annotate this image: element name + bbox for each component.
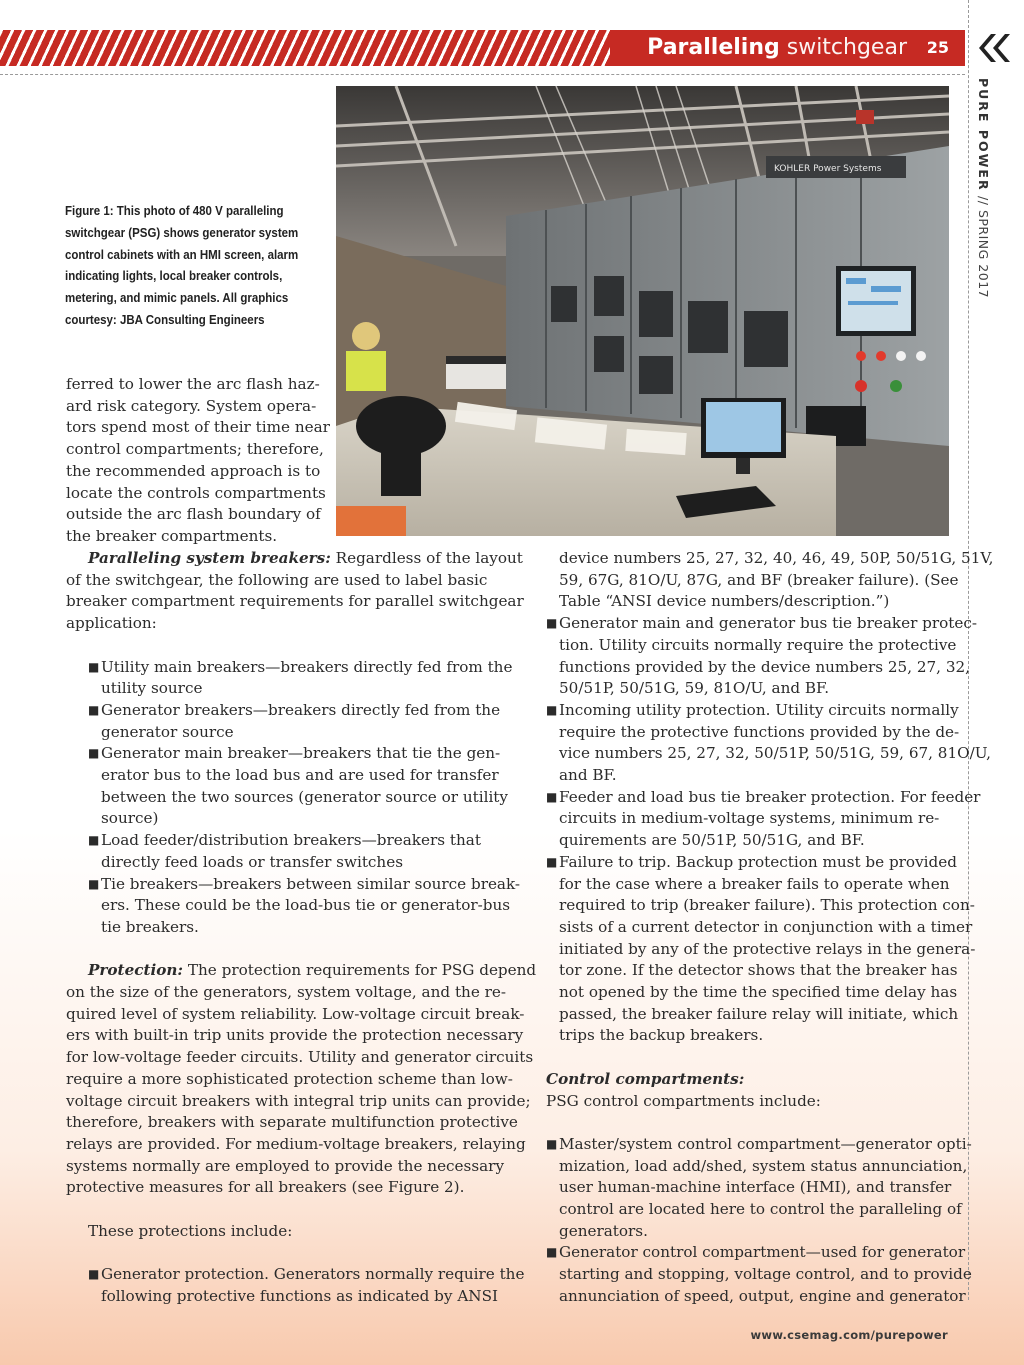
- text-line: ferred to lower the arc flash haz-: [66, 375, 320, 393]
- list-item: [546, 1242, 972, 1307]
- section-title-bold: Paralleling: [647, 35, 780, 60]
- section-title-light: switchgear: [786, 35, 907, 60]
- text-line: trips the backup breakers.: [559, 1026, 764, 1045]
- text-line: between the two sources (generator source or utility: [101, 787, 508, 806]
- breaker-bullet-list: [66, 657, 521, 939]
- magazine-side-label: [976, 78, 991, 298]
- square-bullet-icon: ■: [88, 659, 100, 674]
- page-number: 25: [926, 38, 949, 57]
- text-line: 50/51P, 50/51G, 59, 81O/U, and BF.: [559, 679, 830, 698]
- text-line: for the case where a breaker fails to operate when: [559, 874, 950, 893]
- list-item: [88, 657, 513, 700]
- text-line: Generator main and generator bus tie breaker protec-: [559, 614, 978, 633]
- text-line: for low-voltage feeder circuits. Utility and generator circuits: [66, 1048, 534, 1067]
- text-line: tie breakers.: [101, 917, 199, 936]
- list-item: [546, 700, 991, 787]
- spacer: [546, 1047, 956, 1069]
- text-line: quirements are 50/51P, 50/51G, and BF.: [559, 831, 865, 850]
- bullet-continuation: [546, 548, 994, 613]
- text-line: generator source: [101, 722, 234, 741]
- text-line: These protections include:: [88, 1221, 293, 1240]
- list-item: [546, 787, 981, 852]
- text-line: Generator control compartment—used for generator: [559, 1243, 966, 1262]
- text-line: tors spend most of their time near: [66, 418, 330, 437]
- text-line: breaker compartment requirements for parallel switchgear: [66, 592, 524, 611]
- caption-line: indicating lights, local breaker controls,: [65, 269, 283, 284]
- text-line: source): [101, 809, 159, 828]
- text-line: Master/system control compartment—generator opti-: [559, 1134, 972, 1153]
- text-run: Regardless of the layout: [330, 549, 523, 567]
- text-line: starting and stopping, voltage control, and to provide: [559, 1265, 972, 1284]
- list-item: [88, 1264, 525, 1307]
- text-line: Generator protection. Generators normally require the: [101, 1265, 525, 1284]
- text-line: require a more sophisticated protection scheme than low-: [66, 1069, 513, 1088]
- text-line: outside the arc flash boundary of: [66, 505, 321, 524]
- text-line: locate the controls compartments: [66, 483, 326, 502]
- text-line: tor zone. If the detector shows that the breaker has: [559, 961, 958, 980]
- text-line: initiated by any of the protective relays in the genera-: [559, 939, 976, 958]
- text-line: systems normally are employed to provide the necessary: [66, 1156, 505, 1175]
- square-bullet-icon: ■: [546, 789, 558, 804]
- control-compartments-heading: Control compartments:: [546, 1069, 745, 1088]
- text-line: and BF.: [559, 766, 617, 785]
- text-line: functions provided by the device numbers 25, 27, 32,: [559, 657, 970, 676]
- header-hatch-pattern: [0, 30, 610, 66]
- footer-website-link[interactable]: www.csemag.com/purepower: [750, 1328, 948, 1342]
- square-bullet-icon: ■: [88, 833, 100, 848]
- text-line: ers. These could be the load-bus tie or generator-bus: [101, 896, 511, 915]
- square-bullet-icon: ■: [546, 1136, 558, 1151]
- paralleling-breakers-heading: Paralleling system breakers:: [88, 549, 331, 567]
- square-bullet-icon: ■: [546, 702, 558, 717]
- text-line: circuits in medium-voltage systems, minimum re-: [559, 809, 940, 828]
- section-title: [647, 33, 907, 63]
- spacer: [66, 1199, 494, 1221]
- text-line: erator bus to the load bus and are used for transfer: [101, 766, 499, 785]
- text-line: 59, 67G, 81O/U, 87G, and BF (breaker failure). (See: [559, 570, 959, 589]
- spacer: [546, 1112, 956, 1134]
- text-line: directly feed loads or transfer switches: [101, 852, 403, 871]
- list-item: [88, 743, 508, 830]
- text-line: following protective functions as indicated by ANSI: [101, 1286, 498, 1305]
- control-compartments-list: [546, 1134, 972, 1308]
- switchgear-photo: [336, 86, 949, 536]
- paragraph-first-line: [66, 960, 537, 982]
- text-line: therefore, breakers with separate multifunction protective: [66, 1113, 518, 1132]
- square-bullet-icon: ■: [88, 702, 100, 717]
- text-line: application:: [66, 614, 157, 633]
- square-bullet-icon: ■: [546, 1245, 558, 1260]
- caption-line: switchgear (PSG) shows generator system: [65, 225, 299, 240]
- text-line: mization, load add/shed, system status annunciation,: [559, 1156, 968, 1175]
- figure-caption: [65, 201, 306, 332]
- text-line: Failure to trip. Backup protection must be provided: [559, 852, 957, 871]
- text-line: Incoming utility protection. Utility circuits normally: [559, 700, 959, 719]
- text-line: the breaker compartments.: [66, 526, 278, 545]
- text-line: tion. Utility circuits normally require the protective: [559, 635, 957, 654]
- text-line: PSG control compartments include:: [546, 1091, 821, 1110]
- left-column-intro: [66, 374, 328, 548]
- text-line: Generator main breaker—breakers that tie the gen-: [101, 744, 501, 763]
- spacer: [66, 939, 494, 961]
- protection-bullet-list: [66, 1264, 525, 1307]
- text-line: protective measures for all breakers (see Figure 2).: [66, 1178, 465, 1197]
- list-item: [88, 700, 501, 743]
- paragraph-first-line: [66, 548, 523, 570]
- text-line: ers with built-in trip units provide the protection necessary: [66, 1026, 524, 1045]
- text-line: not opened by the time the specified time delay has: [559, 983, 958, 1002]
- text-line: sists of a current detector in conjunction with a timer: [559, 917, 973, 936]
- list-item: [88, 874, 521, 939]
- magazine-issue: // SPRING 2017: [976, 191, 991, 299]
- left-column-body: [66, 548, 537, 1308]
- square-bullet-icon: ■: [88, 876, 100, 891]
- list-item: [546, 613, 978, 700]
- spacer: [66, 1242, 494, 1264]
- text-line: Utility main breakers—breakers directly fed from the: [101, 657, 513, 676]
- text-line: Load feeder/distribution breakers—breakers that: [101, 831, 481, 850]
- text-line: require the protective functions provided by the de-: [559, 722, 960, 741]
- text-line: passed, the breaker failure relay will initiate, which: [559, 1004, 959, 1023]
- spacer: [66, 635, 494, 657]
- text-line: ard risk category. System opera-: [66, 396, 317, 415]
- square-bullet-icon: ■: [88, 1267, 100, 1282]
- switchgear-photo-illustration: [336, 86, 949, 536]
- text-line: the recommended approach is to: [66, 461, 321, 480]
- page-header-band: [0, 30, 965, 66]
- square-bullet-icon: ■: [88, 746, 100, 761]
- caption-line: metering, and mimic panels. All graphics: [65, 291, 289, 306]
- text-line: relays are provided. For medium-voltage breakers, relaying: [66, 1134, 526, 1153]
- text-line: device numbers 25, 27, 32, 40, 46, 49, 50P, 50/51G, 51V,: [559, 549, 994, 567]
- protection-heading: Protection:: [88, 961, 184, 980]
- text-line: voltage circuit breakers with integral trip units can provide;: [66, 1091, 531, 1110]
- text-run: The protection requirements for PSG depend: [183, 961, 537, 980]
- text-line: Tie breakers—breakers between similar source break-: [101, 874, 521, 893]
- list-item: [546, 852, 976, 1047]
- cabinet-brand-text: KOHLER Power Systems: [774, 164, 882, 174]
- text-line: of the switchgear, the following are used to label basic: [66, 570, 488, 589]
- text-line: generators.: [559, 1221, 648, 1240]
- square-bullet-icon: ■: [546, 616, 558, 631]
- magazine-brand: PURE POWER: [976, 78, 991, 192]
- caption-line: Figure 1: This photo of 480 V paralleling: [65, 204, 284, 218]
- text-line: quired level of system reliability. Low-voltage circuit break-: [66, 1004, 525, 1023]
- text-line: control compartments; therefore,: [66, 440, 324, 459]
- text-line: utility source: [101, 679, 203, 698]
- text-line: vice numbers 25, 27, 32, 50/51P, 50/51G, 59, 67, 81O/U,: [559, 744, 991, 763]
- right-column-body: [546, 548, 994, 1308]
- double-chevron-left-icon[interactable]: [974, 30, 1014, 66]
- protection-types-list: [546, 613, 991, 1047]
- text-line: on the size of the generators, system voltage, and the re-: [66, 983, 507, 1002]
- caption-line: courtesy: JBA Consulting Engineers: [65, 312, 265, 327]
- text-line: Table “ANSI device numbers/description.”): [559, 592, 890, 611]
- text-line: required to trip (breaker failure). This protection con-: [559, 896, 975, 915]
- text-line: user human-machine interface (HMI), and transfer: [559, 1178, 952, 1197]
- text-line: control are located here to control the paralleling of: [559, 1200, 962, 1219]
- caption-line: control cabinets with an HMI screen, alarm: [65, 247, 299, 262]
- text-line: annunciation of speed, output, engine and generator: [559, 1286, 966, 1305]
- header-dashed-rule: [0, 74, 965, 75]
- list-item: [88, 830, 494, 873]
- text-line: Generator breakers—breakers directly fed from the: [101, 700, 501, 719]
- square-bullet-icon: ■: [546, 854, 558, 869]
- text-line: Feeder and load bus tie breaker protection. For feeder: [559, 787, 981, 806]
- list-item: [546, 1134, 972, 1243]
